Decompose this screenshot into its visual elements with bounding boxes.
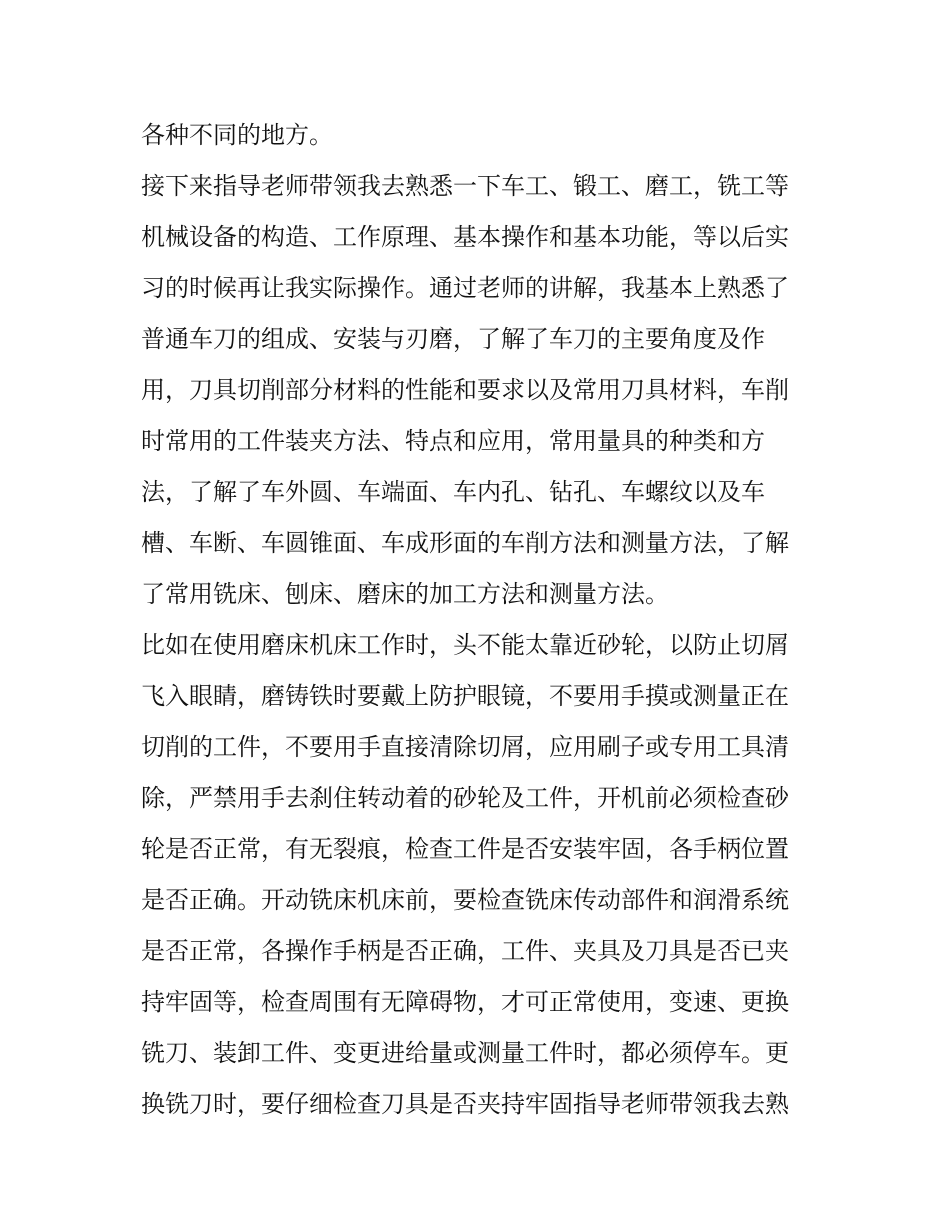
- document-body: [141, 110, 821, 1130]
- text-line: 法，了解了车外圆、车端面、车内孔、钻孔、车螺纹以及车: [141, 478, 765, 506]
- text-line: 普通车刀的组成、安装与刃磨，了解了车刀的主要角度及作: [141, 325, 765, 353]
- text-line: 各种不同的地方。: [141, 121, 333, 149]
- text-line: 习的时候再让我实际操作。通过老师的讲解，我基本上熟悉了: [141, 274, 789, 302]
- text-line: 比如在使用磨床机床工作时，头不能太靠近砂轮，以防止切屑: [141, 631, 789, 659]
- text-line: 是否正确。开动铣床机床前，要检查铣床传动部件和润滑系统: [141, 886, 789, 914]
- text-line: 换铣刀时，要仔细检查刀具是否夹持牢固指导老师带领我去熟: [141, 1090, 789, 1118]
- text-line: 时常用的工件装夹方法、特点和应用，常用量具的种类和方: [141, 427, 765, 455]
- text-line: 了常用铣床、刨床、磨床的加工方法和测量方法。: [141, 580, 669, 608]
- text-line: 持牢固等，检查周围有无障碍物，才可正常使用，变速、更换: [141, 988, 789, 1016]
- text-line: 接下来指导老师带领我去熟悉一下车工、锻工、磨工，铣工等: [141, 172, 789, 200]
- text-line: 切削的工件，不要用手直接清除切屑，应用刷子或专用工具清: [141, 733, 789, 761]
- text-line: 除，严禁用手去刹住转动着的砂轮及工件，开机前必须检查砂: [141, 784, 789, 812]
- text-line: 铣刀、装卸工件、变更进给量或测量工件时，都必须停车。更: [141, 1039, 789, 1067]
- text-line: 飞入眼睛，磨铸铁时要戴上防护眼镜，不要用手摸或测量正在: [141, 682, 789, 710]
- text-line: 是否正常，各操作手柄是否正确，工件、夹具及刀具是否已夹: [141, 937, 789, 965]
- text-line: 槽、车断、车圆锥面、车成形面的车削方法和测量方法，了解: [141, 529, 789, 557]
- text-line: 用，刀具切削部分材料的性能和要求以及常用刀具材料，车削: [141, 376, 789, 404]
- text-line: 轮是否正常，有无裂痕，检查工件是否安装牢固，各手柄位置: [141, 835, 789, 863]
- text-line: 机械设备的构造、工作原理、基本操作和基本功能，等以后实: [141, 223, 789, 251]
